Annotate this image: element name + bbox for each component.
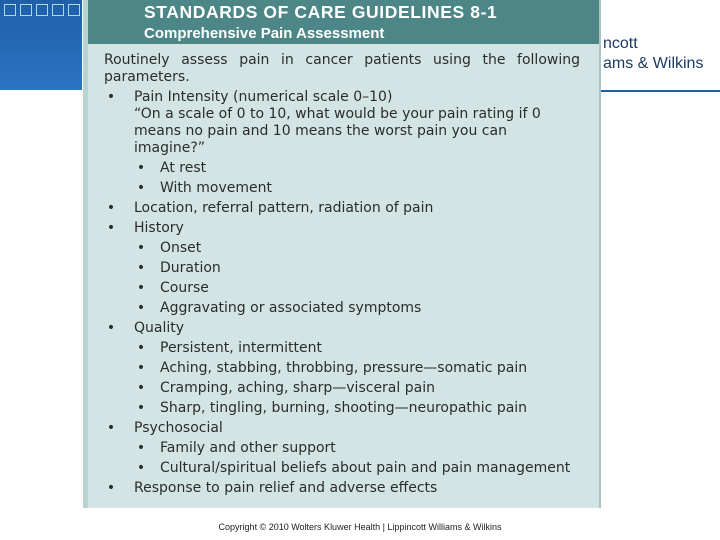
square-decoration xyxy=(36,4,48,16)
item-label: Response to pain relief and adverse effects xyxy=(134,480,438,496)
sub-list-item xyxy=(134,240,580,257)
bullet-icon: • xyxy=(136,340,146,356)
bullet-icon: • xyxy=(136,180,146,196)
guidelines-content xyxy=(104,52,580,500)
list-item xyxy=(104,200,580,217)
sub-list-item xyxy=(134,460,580,477)
square-decoration xyxy=(52,4,64,16)
sub-list-item xyxy=(134,440,580,457)
parameter-list xyxy=(104,89,580,497)
sub-list xyxy=(134,340,580,417)
item-label: History xyxy=(134,220,184,236)
bullet-icon: • xyxy=(106,320,116,336)
square-decoration xyxy=(20,4,32,16)
bullet-icon: • xyxy=(106,420,116,436)
item-label: Psychosocial xyxy=(134,420,223,436)
sub-list-item xyxy=(134,180,580,197)
bullet-icon: • xyxy=(136,460,146,476)
list-item xyxy=(104,89,580,197)
item-extra-text: “On a scale of 0 to 10, what would be your pain rating if 0 means no pain and 10 means the worst pain you can imagine?” xyxy=(134,106,541,156)
bullet-icon: • xyxy=(136,380,146,396)
logo-line-1: ncott xyxy=(603,35,638,52)
item-label: Location, referral pattern, radiation of pain xyxy=(134,200,434,216)
slide-corner-band xyxy=(0,0,82,90)
bullet-icon: • xyxy=(136,240,146,256)
list-item xyxy=(104,220,580,317)
sub-item-label: Onset xyxy=(160,240,202,256)
bullet-icon: • xyxy=(136,400,146,416)
sub-list-item xyxy=(134,160,580,177)
bullet-icon: • xyxy=(136,440,146,456)
guidelines-subtitle: Comprehensive Pain Assessment xyxy=(144,25,385,42)
sub-list xyxy=(134,240,580,317)
sub-item-label: With movement xyxy=(160,180,272,196)
publisher-logo xyxy=(600,28,720,92)
sub-item-label: Aching, stabbing, throbbing, pressure—somatic pain xyxy=(160,360,528,376)
sub-list-item xyxy=(134,260,580,277)
bullet-icon: • xyxy=(136,300,146,316)
intro-text: Routinely assess pain in cancer patients using the following parameters. xyxy=(104,52,580,85)
sub-list-item xyxy=(134,300,580,317)
sub-item-label: Course xyxy=(160,280,209,296)
sub-item-label: At rest xyxy=(160,160,207,176)
bullet-icon: • xyxy=(106,220,116,236)
list-item xyxy=(104,480,580,497)
item-label: Pain Intensity (numerical scale 0–10) xyxy=(134,89,393,105)
sub-list-item xyxy=(134,280,580,297)
logo-line-2: ams & Wilkins xyxy=(603,55,704,72)
sub-list xyxy=(134,160,580,197)
sub-item-label: Sharp, tingling, burning, shooting—neuropathic pain xyxy=(160,400,528,416)
guidelines-title: STANDARDS OF CARE GUIDELINES 8-1 xyxy=(144,2,498,22)
sub-item-label: Duration xyxy=(160,260,221,276)
sub-list-item xyxy=(134,400,580,417)
sub-item-label: Cramping, aching, sharp—visceral pain xyxy=(160,380,435,396)
sub-item-label: Persistent, intermittent xyxy=(160,340,323,356)
bullet-icon: • xyxy=(106,200,116,216)
square-decoration xyxy=(4,4,16,16)
sub-list-item xyxy=(134,360,580,377)
bullet-icon: • xyxy=(136,280,146,296)
bullet-icon: • xyxy=(136,160,146,176)
item-label: Quality xyxy=(134,320,185,336)
sub-item-label: Family and other support xyxy=(160,440,336,456)
sub-list xyxy=(134,440,580,477)
square-decoration xyxy=(68,4,80,16)
sub-list-item xyxy=(134,380,580,397)
list-item xyxy=(104,420,580,477)
sub-list-item xyxy=(134,340,580,357)
list-item xyxy=(104,320,580,417)
bullet-icon: • xyxy=(106,480,116,496)
bullet-icon: • xyxy=(136,360,146,376)
copyright-footer: Copyright © 2010 Wolters Kluwer Health | Lippincott Williams & Wilkins xyxy=(218,522,502,532)
sub-item-label: Cultural/spiritual beliefs about pain and pain management xyxy=(160,460,571,476)
guidelines-box xyxy=(83,0,601,508)
bullet-icon: • xyxy=(106,89,116,105)
bullet-icon: • xyxy=(136,260,146,276)
sub-item-label: Aggravating or associated symptoms xyxy=(160,300,422,316)
guidelines-header xyxy=(88,0,599,44)
